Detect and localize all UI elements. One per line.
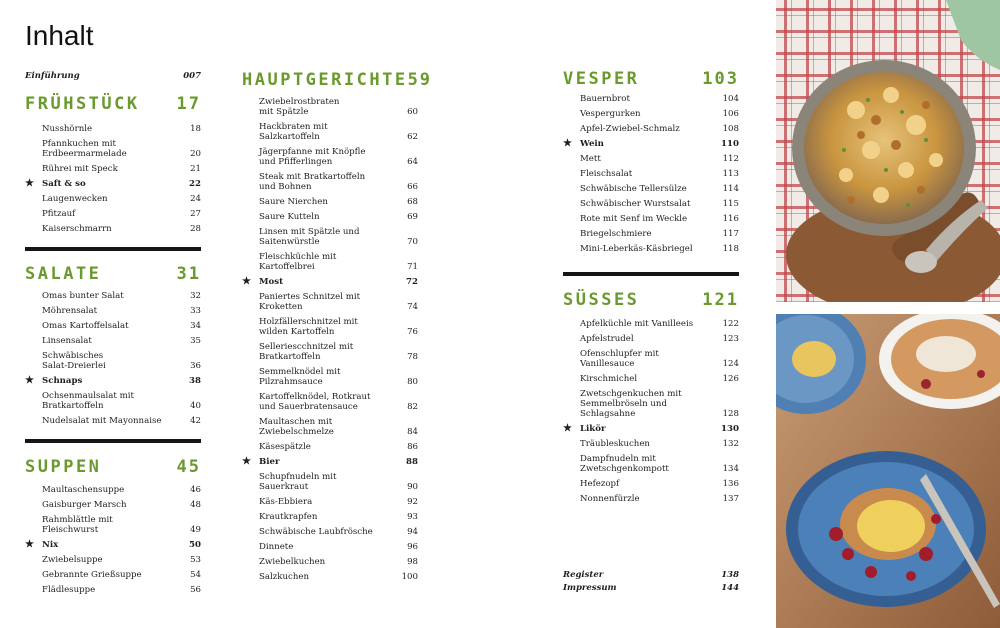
entry-page: 28 bbox=[190, 224, 201, 234]
toc-entry[interactable] bbox=[25, 351, 201, 371]
toc-entry[interactable] bbox=[563, 349, 739, 369]
entry-page: 68 bbox=[407, 197, 418, 207]
toc-entry[interactable] bbox=[563, 454, 739, 474]
toc-entry-featured[interactable] bbox=[242, 457, 418, 467]
section-page: 121 bbox=[702, 290, 739, 310]
entry-label: Fleischsalat bbox=[580, 169, 633, 179]
toc-entry[interactable] bbox=[242, 317, 418, 337]
section-title: FRÜHSTÜCK bbox=[25, 94, 140, 114]
entry-page: 132 bbox=[722, 439, 739, 449]
entry-label: Linsensalat bbox=[42, 336, 92, 346]
section-divider bbox=[25, 439, 201, 443]
entry-label: Gebrannte Grießsuppe bbox=[42, 570, 142, 580]
intro-page: 007 bbox=[183, 71, 201, 81]
toc-register[interactable] bbox=[563, 570, 739, 580]
toc-entry[interactable] bbox=[563, 479, 739, 489]
entry-page: 118 bbox=[722, 244, 739, 254]
entry-label: Kirschmichel bbox=[580, 374, 638, 384]
toc-entry[interactable] bbox=[242, 197, 418, 207]
entry-label: Zwiebelkuchen bbox=[259, 557, 326, 567]
entry-page: 21 bbox=[190, 164, 201, 174]
entry-label: Most bbox=[259, 277, 284, 287]
toc-entry[interactable] bbox=[25, 500, 201, 510]
page-title: Inhalt bbox=[25, 20, 94, 51]
entry-page: 108 bbox=[722, 124, 739, 134]
toc-entry[interactable] bbox=[25, 306, 201, 316]
toc-entry[interactable] bbox=[25, 416, 201, 426]
entry-page: 49 bbox=[190, 525, 201, 535]
entry-label: Käs-Ebbiera bbox=[259, 497, 313, 507]
toc-entry-featured[interactable] bbox=[25, 179, 201, 189]
section-fruehstueck bbox=[25, 94, 201, 234]
entry-label: Hackbraten mit Salzkartoffeln bbox=[259, 122, 328, 142]
entry-label: Likör bbox=[580, 424, 606, 434]
entry-page: 74 bbox=[407, 302, 418, 312]
entry-label: Selleriescchnitzel mit Bratkartoffeln bbox=[259, 342, 354, 362]
entry-label: Fleischküchle mit Kartoffelbrei bbox=[259, 252, 337, 272]
section-title: SÜSSES bbox=[563, 290, 640, 310]
entry-label: Apfelküchle mit Vanilleeis bbox=[580, 319, 694, 329]
toc-entry[interactable] bbox=[25, 139, 201, 159]
entry-page: 54 bbox=[190, 570, 201, 580]
entry-page: 84 bbox=[407, 427, 418, 437]
entry-label: Semmelknödel mit Pilzrahmsauce bbox=[259, 367, 341, 387]
entry-label: Krautkrapfen bbox=[259, 512, 318, 522]
entry-page: 34 bbox=[190, 321, 201, 331]
entry-page: 114 bbox=[722, 184, 739, 194]
entry-page: 93 bbox=[407, 512, 418, 522]
entry-label: Omas Kartoffelsalat bbox=[42, 321, 129, 331]
entry-label: Flädlesuppe bbox=[42, 585, 96, 595]
entry-page: 60 bbox=[407, 107, 418, 117]
intro-label: Einführung bbox=[25, 71, 80, 81]
entry-page: 117 bbox=[722, 229, 739, 239]
entry-page: 113 bbox=[722, 169, 739, 179]
section-title: HAUPTGERICHTE bbox=[242, 70, 408, 90]
entry-label: Saft & so bbox=[42, 179, 86, 189]
entry-page: 128 bbox=[722, 409, 739, 419]
entry-page: 48 bbox=[190, 500, 201, 510]
section-page: 59 bbox=[407, 70, 433, 90]
entry-page: 20 bbox=[190, 149, 201, 159]
entry-label: Schupfnudeln mit Sauerkraut bbox=[259, 472, 337, 492]
toc-entry[interactable] bbox=[25, 555, 201, 565]
toc-entry[interactable] bbox=[25, 291, 201, 301]
star-icon: ★ bbox=[563, 423, 572, 434]
section-title: VESPER bbox=[563, 69, 640, 89]
section-entries bbox=[563, 319, 739, 504]
entry-page: 22 bbox=[189, 179, 201, 189]
toc-entry[interactable] bbox=[25, 321, 201, 331]
section-vesper bbox=[563, 69, 739, 254]
entry-page: 69 bbox=[407, 212, 418, 222]
entry-label: Nudelsalat mit Mayonnaise bbox=[42, 416, 162, 426]
entry-label: Wein bbox=[580, 139, 604, 149]
section-heading[interactable] bbox=[563, 69, 739, 91]
section-hauptgerichte bbox=[242, 70, 433, 582]
entry-label: Omas bunter Salat bbox=[42, 291, 124, 301]
entry-label: Paniertes Schnitzel mit Kroketten bbox=[259, 292, 361, 312]
toc-entry[interactable] bbox=[563, 214, 739, 224]
entry-label: Apfelstrudel bbox=[580, 334, 634, 344]
toc-entry[interactable] bbox=[563, 154, 739, 164]
entry-page: 46 bbox=[190, 485, 201, 495]
entry-page: 32 bbox=[190, 291, 201, 301]
toc-entry[interactable] bbox=[25, 194, 201, 204]
toc-entry-featured[interactable] bbox=[25, 540, 201, 550]
toc-entry[interactable] bbox=[242, 392, 418, 412]
toc-entry[interactable] bbox=[563, 334, 739, 344]
entry-page: 40 bbox=[190, 401, 201, 411]
entry-label: Mini-Leberkäs-Käsbriegel bbox=[580, 244, 693, 254]
entry-page: 33 bbox=[190, 306, 201, 316]
toc-entry[interactable] bbox=[25, 224, 201, 234]
entry-page: 112 bbox=[722, 154, 739, 164]
entry-label: Saure Nierchen bbox=[259, 197, 328, 207]
toc-entry[interactable] bbox=[242, 527, 418, 537]
entry-label: Maultaschensuppe bbox=[42, 485, 125, 495]
star-icon: ★ bbox=[25, 178, 34, 189]
entry-page: 36 bbox=[190, 361, 201, 371]
toc-entry[interactable] bbox=[242, 172, 418, 192]
star-icon: ★ bbox=[242, 276, 251, 287]
entry-page: 100 bbox=[401, 572, 418, 582]
entry-page: 104 bbox=[722, 94, 739, 104]
toc-entry-featured[interactable] bbox=[242, 277, 418, 287]
entry-label: Zwetschgenkuchen mit Semmelbröseln und Schlagsahne bbox=[580, 389, 682, 419]
entry-page: 35 bbox=[190, 336, 201, 346]
toc-entry-featured[interactable] bbox=[563, 139, 739, 149]
entry-page: 116 bbox=[722, 214, 739, 224]
section-salate bbox=[25, 264, 201, 426]
entry-label: Käsespätzle bbox=[259, 442, 311, 452]
impressum-page: 144 bbox=[721, 583, 739, 593]
entry-page: 82 bbox=[407, 402, 418, 412]
toc-entry[interactable] bbox=[242, 472, 418, 492]
entry-page: 50 bbox=[189, 540, 201, 550]
toc-entry[interactable] bbox=[242, 557, 418, 567]
section-page: 17 bbox=[176, 94, 201, 114]
entry-label: Schwäbische Tellersülze bbox=[580, 184, 687, 194]
section-page: 45 bbox=[176, 457, 201, 477]
entry-label: Schnaps bbox=[42, 376, 83, 386]
toc-entry[interactable] bbox=[25, 485, 201, 495]
entry-page: 66 bbox=[407, 182, 418, 192]
entry-label: Kartoffelknödel, Rotkraut und Sauerbratensauce bbox=[259, 392, 371, 412]
toc-entry[interactable] bbox=[563, 374, 739, 384]
entry-page: 80 bbox=[407, 377, 418, 387]
register-label: Register bbox=[563, 570, 604, 580]
toc-entry[interactable] bbox=[242, 292, 418, 312]
section-suppen bbox=[25, 457, 201, 595]
section-suesses bbox=[563, 290, 739, 504]
toc-entry[interactable] bbox=[242, 147, 418, 167]
toc-entry[interactable] bbox=[242, 342, 418, 362]
entry-label: Nusshörnle bbox=[42, 124, 93, 134]
entry-page: 56 bbox=[190, 585, 201, 595]
toc-entry[interactable] bbox=[563, 184, 739, 194]
entry-page: 122 bbox=[722, 319, 739, 329]
star-icon: ★ bbox=[25, 375, 34, 386]
section-title: SALATE bbox=[25, 264, 102, 284]
entry-label: Jägerpfanne mit Knöpfle und Pfifferlingen bbox=[259, 147, 366, 167]
section-heading[interactable] bbox=[25, 94, 201, 116]
entry-label: Rührei mit Speck bbox=[42, 164, 118, 174]
entry-label: Schwäbischer Wurstsalat bbox=[580, 199, 691, 209]
entry-label: Holzfällerschnitzel mit wilden Kartoffeln bbox=[259, 317, 358, 337]
entry-label: Nix bbox=[42, 540, 59, 550]
section-heading[interactable] bbox=[25, 264, 201, 286]
entry-page: 27 bbox=[190, 209, 201, 219]
entry-page: 90 bbox=[407, 482, 418, 492]
toc-entry[interactable] bbox=[25, 585, 201, 595]
register-page: 138 bbox=[721, 570, 739, 580]
toc-entry[interactable] bbox=[242, 512, 418, 522]
toc-entry[interactable] bbox=[563, 494, 739, 504]
entry-page: 86 bbox=[407, 442, 418, 452]
entry-label: Pfitzauf bbox=[42, 209, 76, 219]
section-entries bbox=[563, 94, 739, 254]
entry-label: Apfel-Zwiebel-Schmalz bbox=[580, 124, 680, 134]
entry-label: Bauernbrot bbox=[580, 94, 630, 104]
toc-impressum[interactable] bbox=[563, 583, 739, 593]
entry-label: Schwäbische Laubfrösche bbox=[259, 527, 373, 537]
section-heading[interactable] bbox=[563, 290, 739, 312]
entry-page: 62 bbox=[407, 132, 418, 142]
entry-label: Möhrensalat bbox=[42, 306, 98, 316]
entry-label: Zwiebelsuppe bbox=[42, 555, 103, 565]
entry-label: Ochsenmaulsalat mit Bratkartoffeln bbox=[42, 391, 134, 411]
entry-label: Briegelschmiere bbox=[580, 229, 652, 239]
entry-page: 18 bbox=[190, 124, 201, 134]
entry-label: Steak mit Bratkartoffeln und Bohnen bbox=[259, 172, 366, 192]
entry-label: Saure Kutteln bbox=[259, 212, 320, 222]
entry-page: 88 bbox=[406, 457, 418, 467]
entry-label: Rote mit Senf im Weckle bbox=[580, 214, 688, 224]
entry-label: Vespergurken bbox=[580, 109, 641, 119]
toc-entry[interactable] bbox=[242, 367, 418, 387]
toc-entry[interactable] bbox=[25, 570, 201, 580]
toc-entry[interactable] bbox=[563, 244, 739, 254]
entry-page: 42 bbox=[190, 416, 201, 426]
entry-page: 92 bbox=[407, 497, 418, 507]
toc-entry[interactable] bbox=[242, 97, 418, 117]
toc-entry[interactable] bbox=[563, 199, 739, 209]
toc-entry[interactable] bbox=[25, 164, 201, 174]
entry-label: Bier bbox=[259, 457, 280, 467]
entry-page: 94 bbox=[407, 527, 418, 537]
entry-page: 124 bbox=[722, 359, 739, 369]
entry-label: Zwiebelrostbraten mit Spätzle bbox=[259, 97, 340, 117]
section-entries bbox=[242, 97, 418, 582]
entry-page: 106 bbox=[722, 109, 739, 119]
toc-entry[interactable] bbox=[563, 124, 739, 134]
section-entries bbox=[25, 124, 201, 234]
entry-label: Träubleskuchen bbox=[580, 439, 650, 449]
impressum-label: Impressum bbox=[563, 583, 617, 593]
toc-entry[interactable] bbox=[563, 94, 739, 104]
toc-entry[interactable] bbox=[563, 169, 739, 179]
entry-page: 76 bbox=[407, 327, 418, 337]
toc-entry-featured[interactable] bbox=[563, 424, 739, 434]
toc-entry[interactable] bbox=[242, 497, 418, 507]
toc-entry[interactable] bbox=[563, 229, 739, 239]
entry-page: 78 bbox=[407, 352, 418, 362]
section-page: 103 bbox=[702, 69, 739, 89]
entry-label: Maultaschen mit Zwiebelschmelze bbox=[259, 417, 334, 437]
entry-label: Dampfnudeln mit Zwetschgenkompott bbox=[580, 454, 669, 474]
section-heading[interactable] bbox=[242, 70, 433, 92]
star-icon: ★ bbox=[563, 138, 572, 149]
entry-page: 136 bbox=[722, 479, 739, 489]
entry-page: 71 bbox=[407, 262, 418, 272]
toc-entry[interactable] bbox=[242, 572, 418, 582]
entry-page: 70 bbox=[407, 237, 418, 247]
entry-page: 134 bbox=[722, 464, 739, 474]
star-icon: ★ bbox=[25, 539, 34, 550]
entry-page: 72 bbox=[406, 277, 418, 287]
entry-page: 126 bbox=[722, 374, 739, 384]
section-entries bbox=[25, 291, 201, 426]
entry-page: 115 bbox=[722, 199, 739, 209]
entry-page: 137 bbox=[722, 494, 739, 504]
entry-label: Gaisburger Marsch bbox=[42, 500, 127, 510]
section-heading[interactable] bbox=[25, 457, 201, 479]
toc-entry[interactable] bbox=[563, 439, 739, 449]
toc-entry[interactable] bbox=[242, 417, 418, 437]
entry-label: Hefezopf bbox=[580, 479, 620, 489]
entry-page: 98 bbox=[407, 557, 418, 567]
entry-label: Mett bbox=[580, 154, 601, 164]
entry-label: Salzkuchen bbox=[259, 572, 309, 582]
entry-label: Rahmblättle mit Fleischwurst bbox=[42, 515, 113, 535]
toc-entry[interactable] bbox=[242, 122, 418, 142]
toc-entry[interactable] bbox=[242, 212, 418, 222]
entry-label: Ofenschlupfer mit Vanillesauce bbox=[580, 349, 659, 369]
toc-entry[interactable] bbox=[242, 442, 418, 452]
entry-page: 24 bbox=[190, 194, 201, 204]
entry-page: 130 bbox=[721, 424, 739, 434]
section-divider bbox=[25, 247, 201, 251]
entry-label: Kaiserschmarrn bbox=[42, 224, 112, 234]
section-page: 31 bbox=[176, 264, 201, 284]
photo-kaesespaetzle-pan bbox=[776, 0, 1000, 302]
toc-entry[interactable] bbox=[25, 391, 201, 411]
toc-entry[interactable] bbox=[563, 319, 739, 329]
photo-ofenschlupfer-dessert bbox=[776, 314, 1000, 628]
toc-entry[interactable] bbox=[25, 209, 201, 219]
entry-page: 96 bbox=[407, 542, 418, 552]
toc-entry[interactable] bbox=[242, 252, 418, 272]
entry-page: 53 bbox=[190, 555, 201, 565]
entry-label: Linsen mit Spätzle und Saitenwürstle bbox=[259, 227, 360, 247]
toc-entry[interactable] bbox=[563, 389, 739, 419]
entry-label: Dinnete bbox=[259, 542, 294, 552]
toc-entry-featured[interactable] bbox=[25, 376, 201, 386]
entry-page: 38 bbox=[189, 376, 201, 386]
section-divider bbox=[563, 272, 739, 276]
toc-entry[interactable] bbox=[242, 227, 418, 247]
section-title: SUPPEN bbox=[25, 457, 102, 477]
toc-entry[interactable] bbox=[563, 109, 739, 119]
section-entries bbox=[25, 485, 201, 595]
entry-label: Schwäbisches Salat-Dreierlei bbox=[42, 351, 106, 371]
toc-entry[interactable] bbox=[25, 124, 201, 134]
entry-label: Pfannkuchen mit Erdbeermarmelade bbox=[42, 139, 127, 159]
entry-page: 123 bbox=[722, 334, 739, 344]
entry-page: 64 bbox=[407, 157, 418, 167]
entry-label: Laugenwecken bbox=[42, 194, 108, 204]
entry-label: Nonnenfürzle bbox=[580, 494, 640, 504]
entry-page: 110 bbox=[721, 139, 739, 149]
toc-entry[interactable] bbox=[25, 336, 201, 346]
toc-entry[interactable] bbox=[25, 515, 201, 535]
toc-intro[interactable] bbox=[25, 71, 201, 81]
star-icon: ★ bbox=[242, 456, 251, 467]
toc-entry[interactable] bbox=[242, 542, 418, 552]
